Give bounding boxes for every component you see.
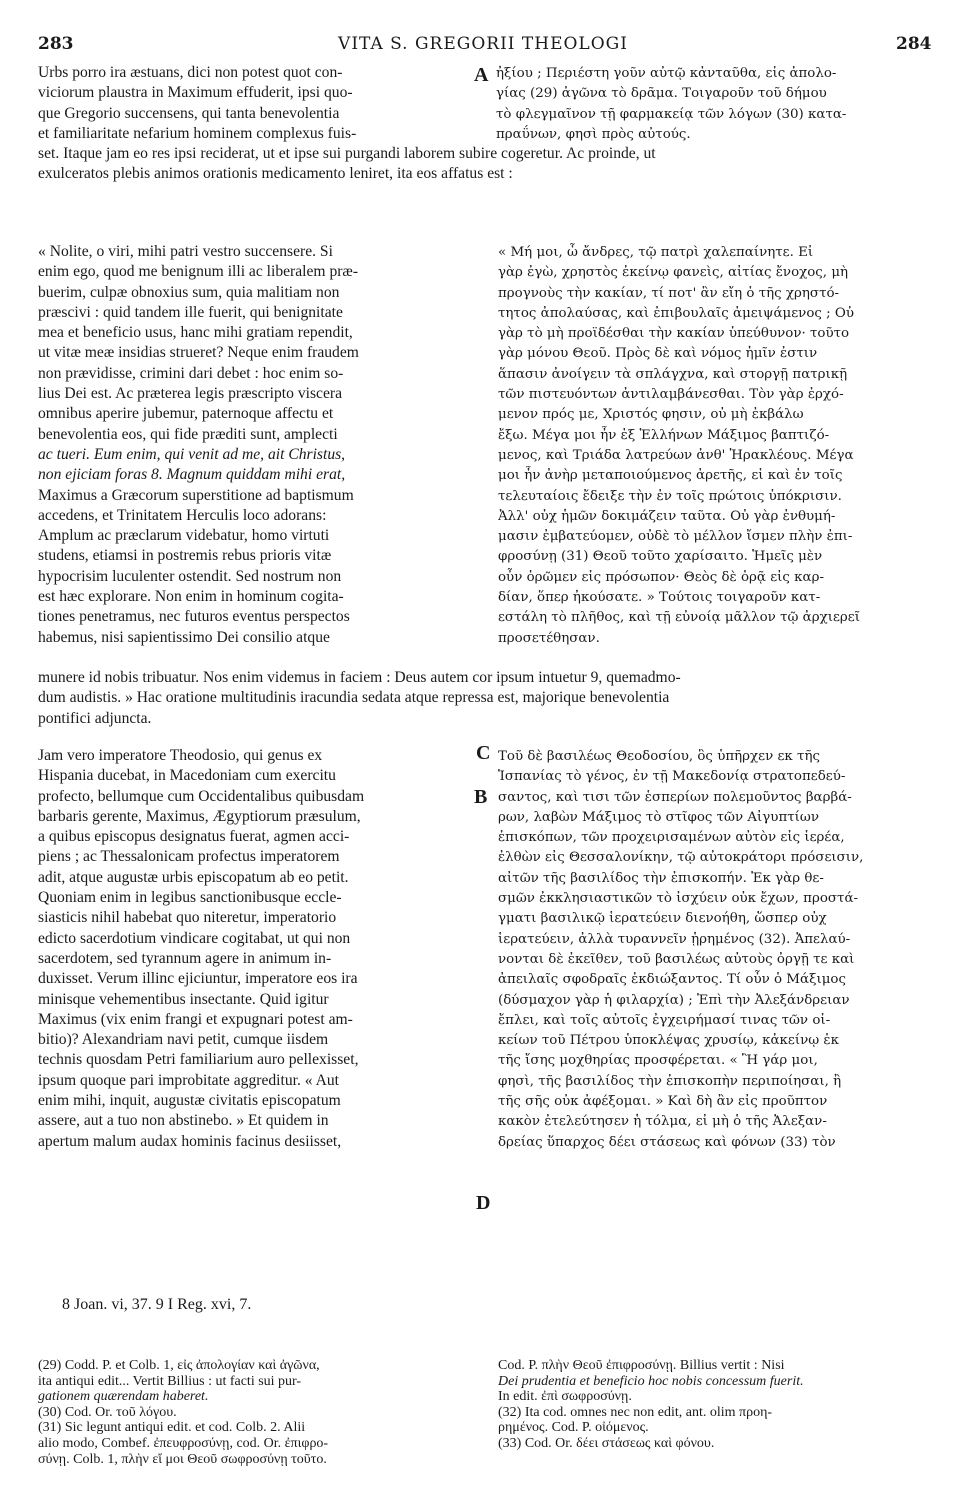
text-line: apertum malum audax hominis facinus desiisset, [38, 1132, 342, 1150]
notes-left-column [38, 1358, 328, 1467]
text-line: Jam vero imperatore Theodosio, qui genus ex [38, 747, 323, 764]
text-line: edicto sacerdotium vindicare cogitabat, ut qui non [38, 929, 351, 947]
text-line: enim mihi, inquit, augustæ civitatis episcopatum [38, 1092, 341, 1110]
note-line: ita antiqui edit... Vertit Billius : ut facti sui pur- [38, 1373, 302, 1389]
text-line: sacerdotem, sed tyrannum agere in animum in- [38, 949, 332, 967]
latin-column-section1 [38, 63, 356, 144]
text-line: κείων τοῦ Πέτρου ὑποκλέψας χρυσίῳ, κἀκείνῳ ἐκ [498, 1033, 839, 1049]
text-line: γὰρ μόνου Θεοῦ. Πρὸς δὲ καὶ νόμος ἡμῖν ἐστιν [498, 346, 818, 362]
text-line: τῆς σῆς οὐκ ἀφέξομαι. » Καὶ δὴ ἂν εἰς προῦπτον [498, 1094, 828, 1110]
margin-letter-d: D [476, 1192, 491, 1214]
text-line: non ejiciam foras 8. Magnum quiddam mihi erat, [38, 466, 346, 484]
right-page-number: 284 [896, 34, 932, 54]
full-width-paragraph-1 [38, 144, 656, 185]
text-line: δίαν, ὅπερ ἠκούσατε. » Τούτοις τοιγαροῦν κατ- [498, 590, 821, 606]
text-line: κακὸν ἐτελεύτησεν ἡ τόλμα, εἰ μὴ ὁ τῆς Ἀλεξαν- [498, 1114, 827, 1130]
text-line: munere id nobis tribuatur. Nos enim videmus in faciem : Deus autem cor ipsum intuetur 9, quemadmo- [38, 669, 681, 686]
greek-column-section3 [498, 747, 863, 1153]
text-line: adit, atque augustæ urbis episcopatum ab eo petit. [38, 868, 349, 886]
text-line: αἰτῶν τῆς βασιλίδος τὴν ἐπισκοπήν. Ἐκ γὰρ θε- [498, 870, 824, 886]
text-line: φησὶ, τῆς βασιλίδος τὴν ἐπισκοπὴν περιποίησαι, ἢ [498, 1073, 842, 1089]
text-line: γίας (29) ἀγῶνα τὸ δρᾶμα. Τοιγαροῦν τοῦ δήμου [496, 86, 827, 102]
text-line: τὸ φλεγμαῖνον τῇ φαρμακείᾳ τῶν λόγων (30) κατα- [496, 106, 847, 122]
text-line: hypocrisim luculenter ostendit. Sed nostrum non [38, 567, 342, 585]
margin-letter-c: C [476, 742, 491, 764]
text-line: lius Dei est. Ac præterea legis præscripto viscera [38, 385, 342, 403]
text-line: a quibus episcopus designatus fuerat, agmen acci- [38, 828, 350, 846]
text-line: ἐλθὼν εἰς Θεσσαλονίκην, τῷ αὐτοκράτορι πρόσεισιν, [498, 850, 864, 866]
text-line: εστάλη τὸ πλῆθος, καὶ τῇ εὐνοίᾳ μᾶλλον τῷ ἀρχιερεῖ [498, 610, 860, 626]
margin-letter-b: B [474, 786, 488, 808]
text-line: set. Itaque jam eo res ipsi reciderat, ut et ipse sui purgandi laborem subire cogeretur. Ac proinde, ut [38, 145, 656, 162]
text-line: μοι ἦν ἀνὴρ μεταποιούμενος ἀρετῆς, εἰ καὶ ἐν τοῖς [498, 468, 843, 484]
text-line: σμῶν ἐκκλησιαστικῶν τὸ ἰσχύειν οὐκ ἔχων, προστά- [498, 891, 859, 907]
text-line: que Gregorio succensens, qui tanta benevolentia [38, 104, 340, 122]
text-line: ἐπισκόπων, τῶν προχειρισαμένων αὐτὸν εἰς ἱερέα, [498, 830, 845, 846]
text-line: viciorum plaustra in Maximum effuderit, ipsi quo- [38, 84, 353, 102]
note-line: Dei prudentia et beneficio hoc nobis concessum fuerit. [498, 1373, 804, 1389]
scripture-references: 8 Joan. vi, 37. 9 I Reg. xvi, 7. [62, 1296, 252, 1313]
text-line: piens ; ac Thessalonicam profectus imperatorem [38, 848, 340, 866]
text-line: προγνοὺς τὴν κακίαν, τί ποτ' ἂν εἴη ὁ τῆς χρηστό- [498, 285, 840, 301]
note-line: ρημένος. Cod. P. οἰόμενος. [498, 1420, 649, 1436]
text-line: non prævidisse, crimini dari debet : hoc enim so- [38, 364, 344, 382]
text-line: tiones penetramus, nec futuros eventus perspectos [38, 608, 350, 626]
latin-column-section3 [38, 746, 364, 1152]
note-line: (30) Cod. Or. τοῦ λόγου. [38, 1404, 177, 1420]
note-line: (31) Sic legunt antiqui edit. et cod. Colb. 2. Alii [38, 1420, 306, 1436]
text-line: σαντος, καὶ τισι τῶν ἑσπερίων πολεμοῦντος βαρβά- [498, 789, 852, 805]
text-line: bitio)? Alexandriam navi petit, cumque iisdem [38, 1031, 329, 1049]
text-line: Ἱσπανίας τὸ γένος, ἐν τῇ Μακεδονίᾳ στρατοπεδεύ- [498, 769, 846, 785]
note-line: σύνῃ. Colb. 1, πλὴν εἴ μοι Θεοῦ σωφροσύνῃ τοῦτο. [38, 1451, 327, 1467]
text-line: Quoniam enim in legibus sanctionibusque eccle- [38, 889, 342, 907]
text-line: omnibus aperire jubemur, paternoque affectu et [38, 405, 334, 423]
text-line: ρων, λαβὼν Μάξιμος τὸ στῖφος τῶν Αἰγυπτίων [498, 809, 819, 825]
note-line: In edit. ἐπὶ σωφροσύνῃ. [498, 1389, 632, 1405]
text-line: benevolentia eos, qui fide præditi sunt, amplecti [38, 425, 338, 443]
text-line: minisque vehementibus insectante. Quid igitur [38, 990, 329, 1008]
text-line: Amplum ac præclarum videbatur, homo virtuti [38, 527, 330, 545]
full-width-paragraph-2 [38, 668, 681, 729]
text-line: τητος ἀπολαύσας, καὶ ἐπιβουλαῖς ἀμειψάμενος ; Οὐ [498, 305, 855, 321]
text-line: technis quosdam Petri familiarium auro pellexisset, [38, 1051, 359, 1069]
text-line: γματι βασιλικῷ ἱερατεύειν διενοήθη, ὥσπερ οὐχ [498, 911, 827, 927]
note-line: (33) Cod. Or. δέει στάσεως καὶ φόνου. [498, 1435, 715, 1451]
text-line: Urbs porro ira æstuans, dici non potest quot con- [38, 64, 343, 81]
text-line: γὰρ ἐγὼ, χρηστὸς ἐκείνῳ φανεὶς, αἰτίας ἔνοχος, μὴ [498, 265, 849, 281]
note-line: gationem quærendam haberet. [38, 1389, 209, 1405]
note-line: Cod. P. πλὴν Θεοῦ ἐπιφροσύνῃ. Billius vertit : Nisi [498, 1358, 785, 1373]
text-line: μενος, καὶ Τριάδα λατρεύων ἀνθ' Ἡρακλέους. Μέγα [498, 447, 854, 463]
text-line: studens, etiamsi in postremis rebus prioris vitæ [38, 547, 332, 565]
text-line: habemus, nisi sapientissimo Dei consilio atque [38, 628, 330, 646]
text-line: ipsum quoque pari improbitate aggreditur. « Aut [38, 1071, 339, 1089]
text-line: « Nolite, o viri, mihi patri vestro succensere. Si [38, 243, 333, 260]
text-line: δρείας ὕπαρχος δέει στάσεως καὶ φόνων (33) τὸν [498, 1134, 836, 1150]
text-line: Ἀλλ' οὐχ ἡμῶν δοκιμάζειν ταῦτα. Οὐ γὰρ ἐνθυμή- [498, 508, 836, 524]
text-line: exulceratos plebis animos orationis medicamento leniret, ita eos affatus est : [38, 165, 513, 183]
running-title: VITA S. GREGORII THEOLOGI [338, 34, 628, 54]
text-line: mea et beneficio usus, hanc mihi gratiam rependit, [38, 324, 353, 342]
text-line: est hæc explorare. Non enim in hominum cogita- [38, 588, 344, 606]
text-line: μασιν ἐμβατεύομεν, οὐδὲ τὸ μέλλον ἴσμεν πλὴν ἐπι- [498, 529, 853, 545]
text-line: ut vitæ meæ insidias strueret? Neque enim fraudem [38, 344, 359, 362]
text-line: buerim, culpæ obnoxius sum, quia malitiam non [38, 283, 340, 301]
notes-right-column [498, 1358, 804, 1452]
text-line: Maximus (vix enim frangi et expugnari potest am- [38, 1010, 353, 1028]
text-line: τῶν πιστευόντων ἀντιλαμβάνεσθαι. Τὸν γὰρ ἐρχό- [498, 387, 844, 403]
margin-letter-a: A [474, 64, 489, 86]
text-line: præscivi : quid tandem ille fuerit, qui benignitate [38, 303, 343, 321]
text-line: ἔπλει, καὶ τοῖς αὐτοῖς ἐγχειρήμασί τινας τῶν οἰ- [498, 1012, 831, 1028]
left-page-number: 283 [38, 34, 74, 54]
text-line: barbaris gerente, Maximus, Ægyptiorum præsulum, [38, 807, 361, 825]
text-line: ἀπειλαῖς σφοδραῖς ἐκδιώξαντος. Τί οὖν ὁ Μάξιμος [498, 972, 846, 988]
text-line: τῆς ἴσης μοχθηρίας προσφέρεται. « Ἢ γάρ μοι, [498, 1053, 818, 1069]
text-line: enim ego, quod me benignum illi ac liberalem præ- [38, 263, 359, 281]
text-line: Τοῦ δὲ βασιλέως Θεοδοσίου, ὃς ὑπῆρχεν εκ τῆς [498, 749, 820, 764]
greek-column-section2 [498, 243, 860, 649]
text-line: Maximus a Græcorum superstitione ad baptismum [38, 486, 354, 504]
text-line: ἔξω. Μέγα μοι ἦν ἐξ Ἑλλήνων Μάξιμος βαπτιζό- [498, 427, 830, 443]
text-line: (δύσμαχον γὰρ ἡ φιλαρχία) ; Ἐπὶ τὴν Ἀλεξάνδρειαν [498, 992, 850, 1008]
text-line: προσετέθησαν. [498, 630, 600, 646]
text-line: μενον πρός με, Χριστός φησιν, οὐ μὴ ἐκβάλω [498, 407, 804, 423]
text-line: τελευταίοις ἔδειξε τὴν ἐν τοῖς πρώτοις ὑπόκρισιν. [498, 488, 842, 504]
text-line: pontifici adjuncta. [38, 709, 152, 727]
text-line: πραΰνων, φησὶ πρὸς αὐτούς. [496, 126, 691, 142]
text-line: ἅπασιν ἀνοίγειν τὰ σπλάγχνα, καὶ στοργῇ πατρικῇ [498, 366, 848, 382]
text-line: φροσύνῃ (31) Θεοῦ τοῦτο χαρίσαιτο. Ἡμεῖς μὲν [498, 549, 823, 565]
text-line: « Μή μοι, ὦ ἄνδρες, τῷ πατρὶ χαλεπαίνητε. Εἰ [498, 245, 814, 260]
text-line: dum audistis. » Hac oratione multitudinis iracundia sedata atque repressa est, majorique benevolentia [38, 689, 670, 707]
latin-column-section2 [38, 242, 359, 648]
text-line: profecto, bellumque cum Occidentalibus quibusdam [38, 787, 365, 805]
text-line: duxisset. Verum illinc ejiciuntur, imperatore eos ira [38, 970, 358, 988]
text-line: γὰρ τὸ μὴ προϊδέσθαι τὴν κακίαν ὑπεύθυνον· τοῦτο [498, 326, 850, 342]
greek-column-section1 [496, 64, 846, 145]
text-line: ἠξίου ; Περιέστη γοῦν αὐτῷ κἀνταῦθα, εἰς ἀπολο- [496, 66, 837, 81]
text-line: accedens, et Trinitatem Herculis loco adorans: [38, 506, 327, 524]
text-line: ac tueri. Eum enim, qui venit ad me, ait Christus, [38, 445, 346, 463]
text-line: Hispania ducebat, in Macedoniam cum exercitu [38, 767, 336, 785]
text-line: ἱερατεύειν, ἀλλὰ τυραννεῖν ᾑρημένος (32). Ἀπελαύ- [498, 931, 851, 947]
text-line: siasticis nihil habebat quo niteretur, imperatorio [38, 909, 337, 927]
text-line: νονται δὲ ἐκεῖθεν, τοῦ βασιλέως αὐτοὺς ὀργῇ τε καὶ [498, 951, 855, 967]
note-line: alio modo, Combef. ἐπευφροσύνῃ, cod. Or. ἐπιφρο- [38, 1435, 329, 1451]
note-line: (32) Ita cod. omnes nec non edit, ant. olim προη- [498, 1404, 773, 1420]
text-line: οὖν ὁρῶμεν εἰς πρόσωπον· Θεὸς δὲ ὁρᾷ εἰς καρ- [498, 569, 824, 585]
text-line: assere, aut a tuo non abstinebo. » Et quidem in [38, 1112, 329, 1130]
note-line: (29) Codd. P. et Colb. 1, εἰς ἀπολογίαν καὶ ἀγῶνα, [38, 1358, 320, 1373]
text-line: et familiaritate nefarium hominem complexus fuis- [38, 124, 357, 142]
